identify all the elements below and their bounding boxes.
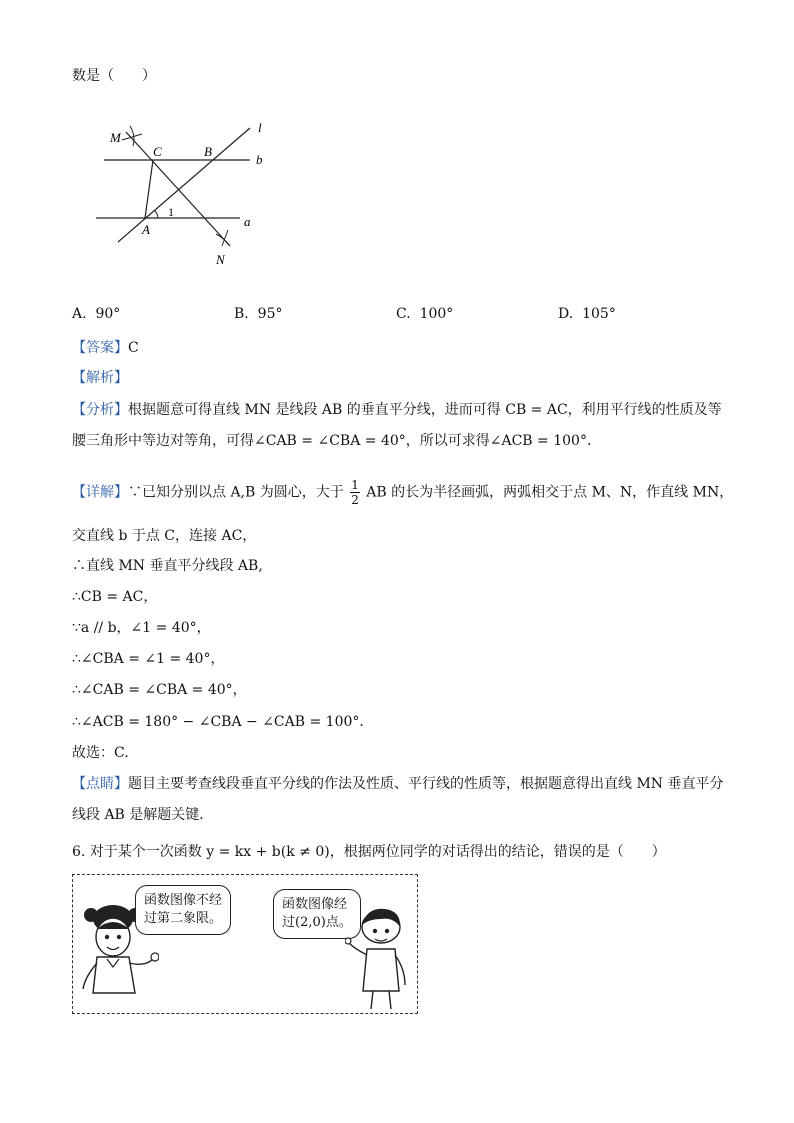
fraction-denominator: 2: [351, 493, 359, 507]
label-l: l: [258, 120, 262, 135]
fraction-one-half: [350, 478, 360, 507]
bubble-left-line-2: 过第二象限。: [144, 911, 223, 926]
label-a: a: [244, 214, 251, 229]
bubble-right-line-1: 函数图像经: [282, 897, 348, 912]
fenxi-line-1: [72, 400, 722, 420]
dianjing-line-2: 线段 AB 是解题关键．: [72, 807, 214, 823]
label-N: N: [216, 252, 225, 267]
label-A: A: [142, 222, 150, 237]
boy-illustration: [345, 905, 415, 1011]
xiangjie-text-1b: AB 的长为半径画弧，两弧相交于点 M、N，作直线 MN，: [366, 484, 734, 501]
xiangjie-line-8: ∴∠ACB = 180° − ∠CBA − ∠CAB = 100°．: [72, 714, 374, 730]
option-b-value: 95°: [257, 306, 283, 322]
option-b: [234, 306, 282, 322]
option-c: [396, 306, 453, 322]
option-d-letter: D.: [558, 306, 574, 322]
xiangjie-line-1: [72, 478, 733, 507]
label-C: C: [153, 144, 162, 159]
dianjing-text-1: 题目主要考查线段垂直平分线的作法及性质、平行线的性质等，根据题意得出直线 MN 垂直平分: [128, 776, 724, 792]
arc-mark-m1: [130, 126, 134, 146]
angle-1-arc: [154, 210, 158, 218]
segment-ac: [145, 160, 153, 218]
fraction-numerator: 1: [351, 478, 359, 492]
label-B: B: [204, 144, 212, 159]
xiangjie-line-2: 交直线 b 于点 C，连接 AC，: [72, 528, 257, 544]
xiangjie-text-1a: ∵已知分别以点 A,B 为圆心，大于: [128, 484, 344, 501]
dianjing-tag: 【点睛】: [72, 776, 128, 792]
fenxi-tag: 【分析】: [72, 402, 128, 418]
option-d-value: 105°: [582, 306, 616, 322]
xiangjie-tag: 【详解】: [72, 484, 128, 501]
label-b: b: [256, 152, 263, 167]
xiangjie-line-9: 故选：C.: [72, 745, 129, 761]
bubble-left-line-1: 函数图像不经: [144, 893, 223, 908]
label-angle-1: 1: [168, 205, 174, 219]
fenxi-line-2: 腰三角形中等边对等角，可得∠CAB = ∠CBA = 40°，所以可求得∠ACB = 100°．: [72, 433, 601, 449]
xiangjie-line-7: ∴∠CAB = ∠CBA = 40°，: [72, 682, 247, 698]
question-stem-tail: 数是（ ）: [72, 68, 156, 84]
option-b-letter: B.: [234, 306, 249, 322]
option-d: [558, 306, 616, 322]
analysis-heading: [72, 368, 128, 388]
option-a-letter: A.: [72, 306, 87, 322]
option-c-value: 100°: [419, 306, 454, 322]
speech-bubble-left: [135, 885, 231, 935]
xiangjie-line-4: ∴CB = AC，: [72, 589, 158, 605]
fenxi-text-1: 根据题意可得直线 MN 是线段 AB 的垂直平分线，进而可得 CB = AC，利用平行线的性质及等: [128, 402, 722, 418]
xiangjie-line-6: ∴∠CBA = ∠1 = 40°，: [72, 651, 225, 667]
analysis-tag: 【解析】: [72, 370, 128, 386]
dianjing-line-1: [72, 774, 723, 794]
dialogue-box: [72, 874, 418, 1014]
question-6-stem: 6. 对于某个一次函数 y = kx + b(k ≠ 0)，根据两位同学的对话得出的结论，错误的是（ ）: [72, 844, 666, 860]
answer-line: [72, 338, 139, 358]
geometry-figure: [90, 118, 280, 270]
bubble-right-line-2: 过(2,0)点。: [282, 915, 352, 930]
label-M: M: [110, 130, 121, 145]
option-c-letter: C.: [396, 306, 411, 322]
xiangjie-line-3: ∴直线 MN 垂直平分线段 AB,: [72, 558, 263, 574]
xiangjie-line-5: ∵a // b，∠1 = 40°，: [72, 620, 211, 636]
option-a-value: 90°: [95, 306, 121, 322]
answer-tag: 【答案】: [72, 340, 128, 356]
answer-value: C: [128, 340, 139, 356]
option-a: [72, 306, 120, 322]
